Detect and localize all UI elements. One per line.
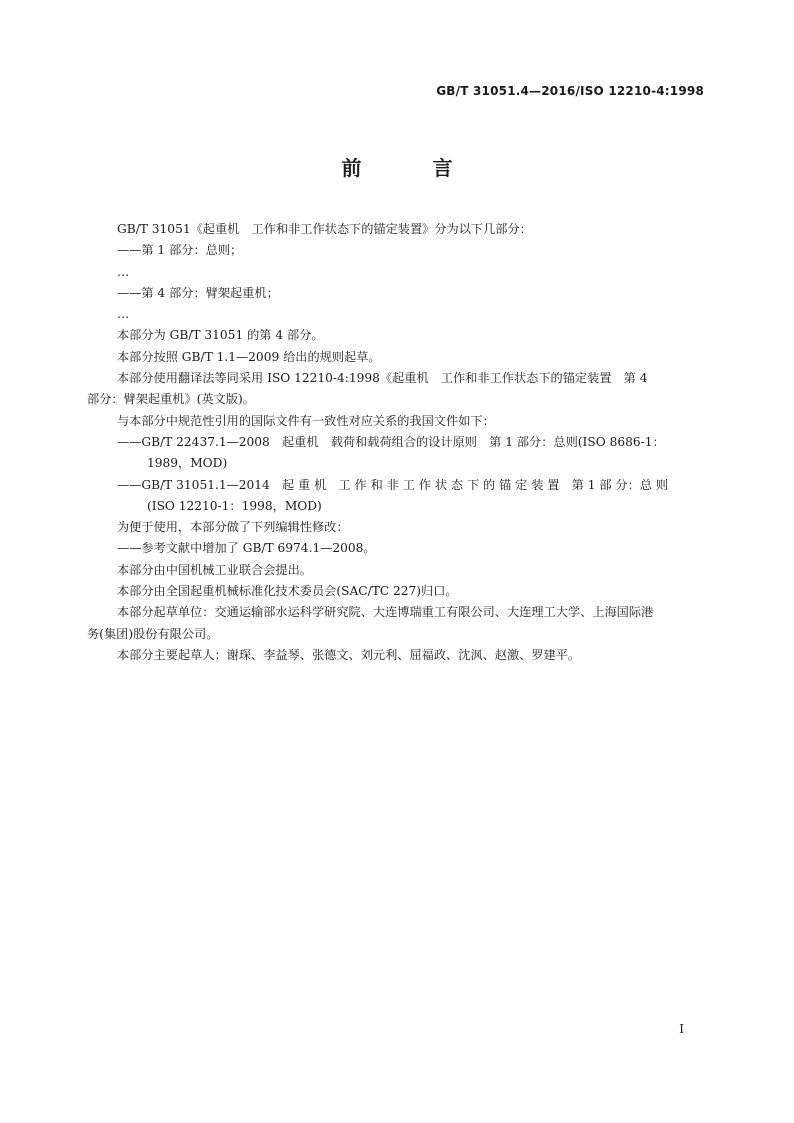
standard-code: GB/T 31051.4—2016/ISO 12210-4:1998 xyxy=(436,84,704,98)
list-item-continuation: 1989，MOD) xyxy=(147,456,228,471)
paragraph: 本部分为 GB/T 31051 的第 4 部分。 xyxy=(117,328,324,343)
list-item-continuation: (ISO 12210-1：1998，MOD) xyxy=(147,498,322,513)
ellipsis: … xyxy=(117,264,130,279)
list-item: ——参考文献中增加了 GB/T 6974.1—2008。 xyxy=(117,541,376,556)
paragraph: GB/T 31051《起重机 工作和非工作状态下的锚定装置》分为以下几部分： xyxy=(117,222,532,236)
paragraph-continuation: 部分：臂架起重机》(英文版)。 xyxy=(87,392,255,407)
paragraph-continuation: 务(集团)股份有限公司。 xyxy=(87,626,219,641)
paragraph: 与本部分中规范性引用的国际文件有一致性对应关系的我国文件如下： xyxy=(117,413,495,428)
list-item: ——GB/T 22437.1—2008 起重机 载荷和载荷组合的设计原则 第 1 部分：总则(ISO 8686-1： xyxy=(117,434,665,449)
paragraph: 本部分由中国机械工业联合会提出。 xyxy=(117,562,312,577)
list-item: ——第 4 部分：臂架起重机； xyxy=(117,285,279,300)
paragraph: 本部分按照 GB/T 1.1—2009 给出的规则起草。 xyxy=(117,349,381,364)
list-item: ——第 1 部分：总则； xyxy=(117,243,243,258)
paragraph: 为便于使用，本部分做了下列编辑性修改： xyxy=(117,520,349,535)
foreword-body xyxy=(87,219,707,666)
paragraph: 本部分使用翻译法等同采用 ISO 12210-4:1998《起重机 工作和非工作状态下的锚定装置 第 4 xyxy=(117,371,648,386)
paragraph: 本部分主要起草人：谢琛、李益琴、张德文、刘元利、屈福政、沈沨、赵激、罗建平。 xyxy=(117,647,581,662)
list-item: ——GB/T 31051.1—2014 起 重 机 工 作 和 非 工 作 状 态 下 的 锚 定 装 置 第 1 部 分：总 则 xyxy=(117,477,669,492)
page-number: I xyxy=(679,1022,684,1036)
paragraph: 本部分由全国起重机械标准化技术委员会(SAC/TC 227)归口。 xyxy=(117,584,458,599)
paragraph: 本部分起草单位：交通运输部水运科学研究院、大连博瑞重工有限公司、大连理工大学、上海国际港 xyxy=(117,605,654,620)
ellipsis: … xyxy=(117,307,130,322)
page-title: 前 言 xyxy=(341,156,485,180)
